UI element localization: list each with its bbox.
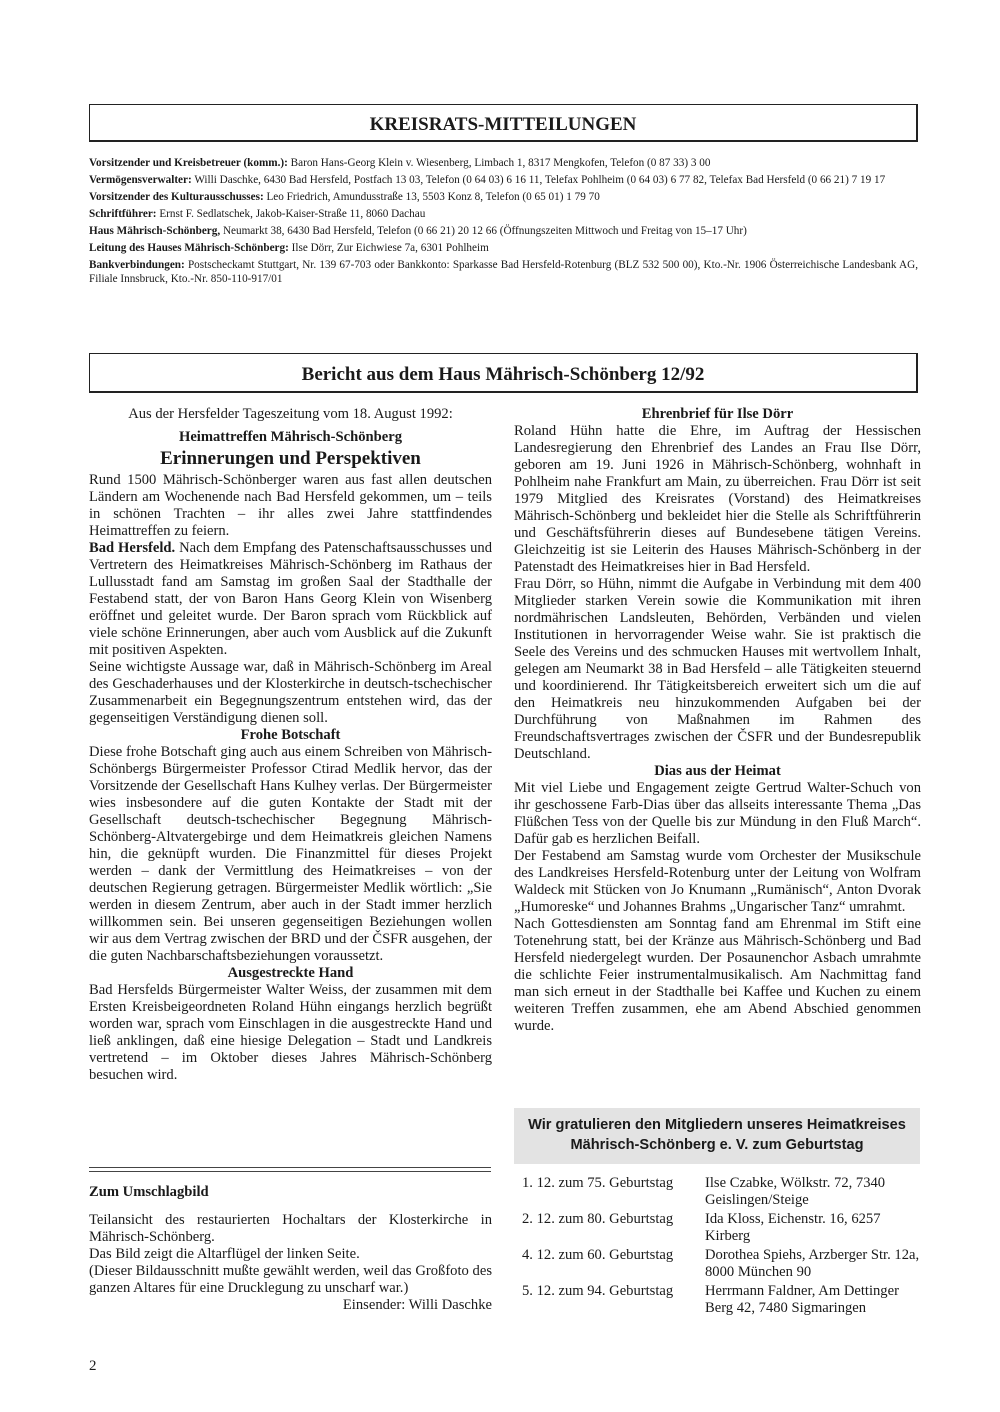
bericht-title: Bericht aus dem Haus Mährisch-Schönberg 12/92	[89, 353, 918, 393]
birthday-date: 2. 12. zum 80. Geburtstag	[522, 1211, 674, 1227]
list-item	[522, 1211, 920, 1245]
info-label: Bankverbindungen:	[89, 259, 185, 271]
info-text: Neumarkt 38, 6430 Bad Hersfeld, Telefon (0 66 21) 20 12 66 (Öffnungszeiten Mittwoch und Freitag von 15–17 Uhr)	[220, 225, 747, 237]
birthday-greeting	[514, 1108, 920, 1164]
cover-note	[89, 1184, 492, 1314]
subheading-frohe-botschaft: Frohe Botschaft	[240, 727, 341, 743]
list-item	[522, 1283, 920, 1317]
kreisrats-info	[89, 156, 918, 289]
list-item	[522, 1247, 920, 1281]
birthday-list	[522, 1175, 920, 1319]
info-entry	[89, 224, 918, 238]
dateline: Bad Hersfeld.	[89, 540, 176, 556]
paragraph: Der Festabend am Samstag wurde vom Orchester der Musikschule des Landkreises Hersfeld-Rotenburg unter der Leitung von Wolfram Waldeck mit Stücken von Jo Knumann „Rumänisch“, Anton Dvorak „Humoreske“ und Johannes Brahms „Ungarischer Tanz“ umrahmt.	[514, 848, 921, 915]
list-item	[522, 1175, 920, 1209]
paragraph: Mit viel Liebe und Engagement zeigte Gertrud Walter-Schuch von ihr geschossene Farb-Dias über das allseits interessante Thema „Das Flüßchen Tess von der Quelle bis zur Mündung in den Fluß March“. Dafür gab es herzlichen Beifall.	[514, 780, 921, 847]
info-entry	[89, 173, 918, 187]
birthday-date: 1. 12. zum 75. Geburtstag	[522, 1175, 674, 1191]
birthday-date: 4. 12. zum 60. Geburtstag	[522, 1247, 674, 1263]
info-entry	[89, 190, 918, 204]
divider	[89, 1167, 491, 1172]
paragraph: Bad Hersfelds Bürgermeister Walter Weiss, der zusammen mit dem Ersten Kreisbeigeordneten Roland Hühn eingangs herzlich begrüßt worden war, sprach vom Einschlagen in die ausgestreckte Hand und ließ anklingen, daß eine hiesige Delegation – Stadt und Landkreis vertretend – im Oktober dieses Jahres Mährisch-Schönberg besuchen wird.	[89, 982, 492, 1083]
info-label: Schriftführer:	[89, 208, 157, 220]
birthday-date: 5. 12. zum 94. Geburtstag	[522, 1283, 674, 1299]
cover-title: Zum Umschlagbild	[89, 1184, 209, 1200]
info-entry	[89, 207, 918, 221]
paragraph: Roland Hühn hatte die Ehre, im Auftrag der Hessischen Landesregierung den Ehrenbrief des Landes an Frau Ilse Dörr, geboren am 19. Juni 1926 in Mährisch-Schönberg, wohnhaft in Pohlheim nahe Frankfurt am Main, zu überreichen. Frau Dörr ist seit 1979 Mitglied des Kreisrates (Vorstand) des Heimatkreises Mährisch-Schönberg und bekleidet hier die Stelle als Schriftführerin und Geschäftsführerin dieses auf Bundesebene tätigen Vereins. Gleichzeitig ist sie Leiterin des Hauses Mährisch-Schönberg in der Patenstadt des Heimatkreises hier in Bad Hersfeld.	[514, 423, 921, 575]
paragraph: Das Bild zeigt die Altarflügel der linken Seite.	[89, 1246, 360, 1262]
subheading-ehrenbrief: Ehrenbrief für Ilse Dörr	[641, 406, 794, 422]
article-right-column	[514, 406, 921, 1035]
article-kicker: Heimattreffen Mährisch-Schönberg	[178, 429, 403, 445]
kreisrats-title: KREISRATS-MITTEILUNGEN	[89, 104, 918, 142]
info-text: Baron Hans-Georg Klein v. Wiesenberg, Limbach 1, 8317 Mengkofen, Telefon (0 87 33) 3 00	[287, 157, 711, 169]
paragraph: Diese frohe Botschaft ging auch aus einem Schreiben von Mährisch-Schönbergs Bürgermeister Professor Ctirad Medlik hervor, das der Vorsitzende der Gesellschaft Hans Kulhey verlas. Der Bürgermeister wies insbesondere auf die guten Kontakte der Stadt mit der Gesellschaft deutsch-tschechischer Begegnung Mährisch-Schönberg-Altvatergebirge und dem Heimatkreis gleichen Namens hin, die geknüpft wurden. Die Finanzmittel für dieses Projekt werden – dank der Vermittlung des Heimatkreises – von der deutschen Regierung getragen. Bürgermeister Medlik wörtlich: „Sie werden in diesem Zentrum, aber auch in der Stadt immer herzlich willkommen sein. Bei unseren gegenseitigen Beziehungen wollen wir aus dem Vertrag zwischen der BRD und der ČSFR ausgehen, der die guten Nachbarschaftsbeziehungen voraussetzt.	[89, 744, 492, 964]
paragraph: Teilansicht des restaurierten Hochaltars der Klosterkirche in Mährisch-Schönberg.	[89, 1212, 492, 1245]
greeting-line: Mährisch-Schönberg e. V. zum Geburtstag	[570, 1137, 864, 1153]
paragraph: Rund 1500 Mährisch-Schönberger waren aus fast allen deutschen Ländern am Wochenende nach Bad Hersfeld gekommen, um – teils in schönen Trachten – ihr alles zwei Jahre stattfindendes Heimattreffen zu feiern.	[89, 472, 492, 539]
article-headline: Erinnerungen und Perspektiven	[160, 448, 421, 469]
birthday-person: Herrmann Faldner, Am Dettinger Berg 42, 7480 Sigmaringen	[705, 1283, 899, 1316]
paragraph: Nach Gottesdiensten am Sonntag fand am Ehrenmal im Stift eine Totenehrung statt, bei der Kränze aus Mährisch-Schönberg und Bad Hersfeld niedergelegt wurden. Der Posaunenchor Asbach umrahmte die schlichte Feier instrumentalmusikalisch. Am Nachmittag fand man sich erneut in der Stadthalle bei Kaffee und Kuchen zu einem weiteren Treffen zusammen, ehe am Abend Abschied genommen wurde.	[514, 916, 921, 1034]
subheading-ausgestreckte-hand: Ausgestreckte Hand	[227, 965, 354, 981]
paragraph: Frau Dörr, so Hühn, nimmt die Aufgabe in Verbindung mit dem 400 Mitglieder starken Verein sowie die Kommunikation mit ihren nordmährischen Landsleuten, Behörden, Verbänden und vielen Institutionen in hervorragender Weise wahr. Sie ist praktisch die Seele des Vereins und des schmucken Hauses mit wertvollem Inhalt, gelegen am Neumarkt 38 in Bad Hersfeld – alle Tätigkeiten steuernd und koordinierend. Ihr Tätigkeitsbereich erweitert sich um die auf den Heimatkreis neu hinzukommenden Aufgaben bei der Durchführung von Maßnahmen im Rahmen des Freundschaftsvertrages zwischen der ČSFR und der Bundesrepublik Deutschland.	[514, 576, 921, 762]
birthday-person: Dorothea Spiehs, Arzberger Str. 12a, 8000 München 90	[705, 1247, 920, 1280]
info-label: Vermögensverwalter:	[89, 174, 192, 186]
birthday-person: Ilse Czabke, Wölkstr. 72, 7340 Geislingen/Steige	[705, 1175, 886, 1208]
info-text: Ilse Dörr, Zur Eichwiese 7a, 6301 Pohlheim	[288, 242, 489, 254]
info-label: Haus Mährisch-Schönberg,	[89, 225, 221, 237]
subheading-dias: Dias aus der Heimat	[654, 763, 781, 779]
info-text: Postscheckamt Stuttgart, Nr. 139 67-703 oder Bankkonto: Sparkasse Bad Hersfeld-Rotenburg (BLZ 532 500 00), Kto.-Nr. 1906 Österreichische Landesbank AG, Filiale Innsbruck, Kto.-Nr. 850-110-917/01	[89, 259, 918, 285]
info-text: Leo Friedrich, Amundusstraße 13, 5503 Konz 8, Telefon (0 65 01) 1 79 70	[263, 191, 600, 203]
info-label: Vorsitzender des Kulturausschusses:	[89, 191, 264, 203]
paragraph-text: Nach dem Empfang des Patenschaftsausschusses und Vertretern des Heimatkreises Mährisch-Schönberg im Rathaus der Lullusstadt fand am Samstag im großen Saal der Stadthalle der Festabend statt, der von Baron Hans Georg Klein von Wisenberg eröffnet und geleitet wurde. Der Baron sprach vom Rückblick auf viele schöne Erinnerungen, aber auch vom Ausblick auf die Zukunft mit positiven Aspekten.	[89, 540, 492, 658]
paragraph	[89, 540, 492, 659]
page-number: 2	[89, 1358, 97, 1374]
sender: Einsender: Willi Daschke	[342, 1297, 492, 1313]
info-label: Leitung des Hauses Mährisch-Schönberg:	[89, 242, 289, 254]
info-entry	[89, 258, 918, 286]
paragraph: Seine wichtigste Aussage war, daß in Mährisch-Schönberg im Areal des Geschaderhauses und der Klosterkirche in deutsch-tschechischer Zusammenarbeit ein Begegnungszentrum entstehen wird, das der gegenseitigen Verständigung dienen soll.	[89, 659, 492, 726]
info-entry	[89, 241, 918, 255]
info-entry	[89, 156, 918, 170]
birthday-person: Ida Kloss, Eichenstr. 16, 6257 Kirberg	[705, 1211, 881, 1244]
greeting-line: Wir gratulieren den Mitgliedern unseres Heimatkreises	[528, 1117, 906, 1133]
paragraph: (Dieser Bildausschnitt mußte gewählt werden, weil das Großfoto des ganzen Altares für eine Drucklegung zu unscharf war.)	[89, 1263, 492, 1296]
info-text: Willi Daschke, 6430 Bad Hersfeld, Postfach 13 03, Telefon (0 64 03) 6 16 11, Telefax Pohlheim (0 64 03) 6 77 82, Telefax Bad Hersfeld (0 66 21) 7 19 17	[191, 174, 886, 186]
info-label: Vorsitzender und Kreisbetreuer (komm.):	[89, 157, 288, 169]
info-text: Ernst F. Sedlatschek, Jakob-Kaiser-Straße 11, 8060 Dachau	[156, 208, 426, 220]
article-left-column	[89, 406, 492, 1084]
article-source: Aus der Hersfelder Tageszeitung vom 18. August 1992:	[128, 406, 453, 422]
